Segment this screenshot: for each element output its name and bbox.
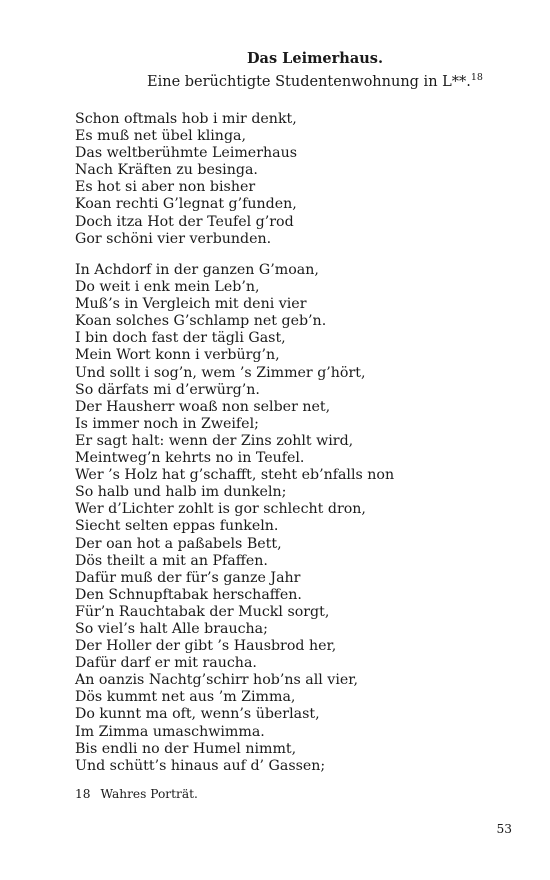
verse-line: Do weit i enk mein Leb’n, [75,279,260,296]
verse-line: Siecht selten eppas funkeln. [75,518,279,535]
verse-line: So därfats mi d’erwürg’n. [75,381,260,398]
verse-line: So halb und halb im dunkeln; [75,484,287,501]
verse-line: Dafür darf er mit raucha. [75,655,257,672]
stanza-2 [75,262,394,775]
subtitle-text: Eine berüchtigte Studentenwohnung in L**. [147,73,471,90]
verse-line: Den Schnupftabak herschaffen. [75,586,302,603]
verse-line: Dös kummt net aus ’m Zimma, [75,689,296,706]
verse-line: An oanzis Nachtg’schirr hob’ns all vier, [75,672,358,689]
verse-line: In Achdorf in der ganzen G’moan, [75,262,319,278]
stanza-1 [75,111,297,248]
verse-line: Muß’s in Vergleich mit deni vier [75,296,307,313]
verse-line: Und schütt’s hinaus auf d’ Gassen; [75,757,326,774]
verse-line: Dafür muß der für’s ganze Jahr [75,569,301,586]
verse-line: Es muß net übel klinga, [75,128,246,145]
verse-line: Er sagt halt: wenn der Zins zohlt wird, [75,432,354,449]
footnote [75,787,198,801]
verse-line: Es hot si aber non bisher [75,179,256,196]
verse-line: Wer d’Lichter zohlt is gor schlecht dron, [75,501,366,518]
poem-title: Das Leimerhaus. [246,50,383,67]
verse-line: Bis endli no der Humel nimmt, [75,740,297,757]
footnote-number: 18 [75,787,91,801]
verse-line: Der Holler der gibt ’s Hausbrod her, [75,638,337,655]
verse-line: Do kunnt ma oft, wenn’s überlast, [75,706,320,723]
verse-line: Und sollt i sog’n, wem ’s Zimmer g’hört, [75,364,366,381]
verse-line: I bin doch fast der tägli Gast, [75,330,286,347]
verse-line: Der oan hot a paßabels Bett, [75,535,282,552]
verse-line: Meintweg’n kehrts no in Teufel. [75,450,305,467]
verse-line: Für’n Rauchtabak der Muckl sorgt, [75,603,330,620]
verse-line: Im Zimma umaschwimma. [75,723,265,740]
verse-line: Mein Wort konn i verbürg’n, [75,347,280,364]
page-number: 53 [496,822,512,836]
verse-line: Is immer noch in Zweifel; [75,415,259,432]
verse-line: Das weltberühmte Leimerhaus [75,145,297,162]
verse-line: Nach Kräften zu besinga. [75,162,258,179]
verse-line: Dös theilt a mit an Pfaffen. [75,552,268,569]
verse-line: Schon oftmals hob i mir denkt, [75,111,297,127]
poem-subtitle [40,72,550,90]
footnote-text: Wahres Porträt. [100,787,198,801]
footnote-reference: 18 [470,72,483,83]
verse-line: Doch itza Hot der Teufel g’rod [75,213,294,230]
verse-line: Der Hausherr woaß non selber net, [75,398,331,415]
verse-line: Wer ’s Holz hat g’schafft, steht eb’nfalls non [75,467,395,484]
verse-line: Koan rechti G’legnat g’funden, [75,196,297,213]
verse-line: So viel’s halt Alle braucha; [75,620,268,637]
verse-line: Gor schöni vier verbunden. [75,230,272,247]
verse-line: Koan solches G’schlamp net geb’n. [75,313,327,330]
